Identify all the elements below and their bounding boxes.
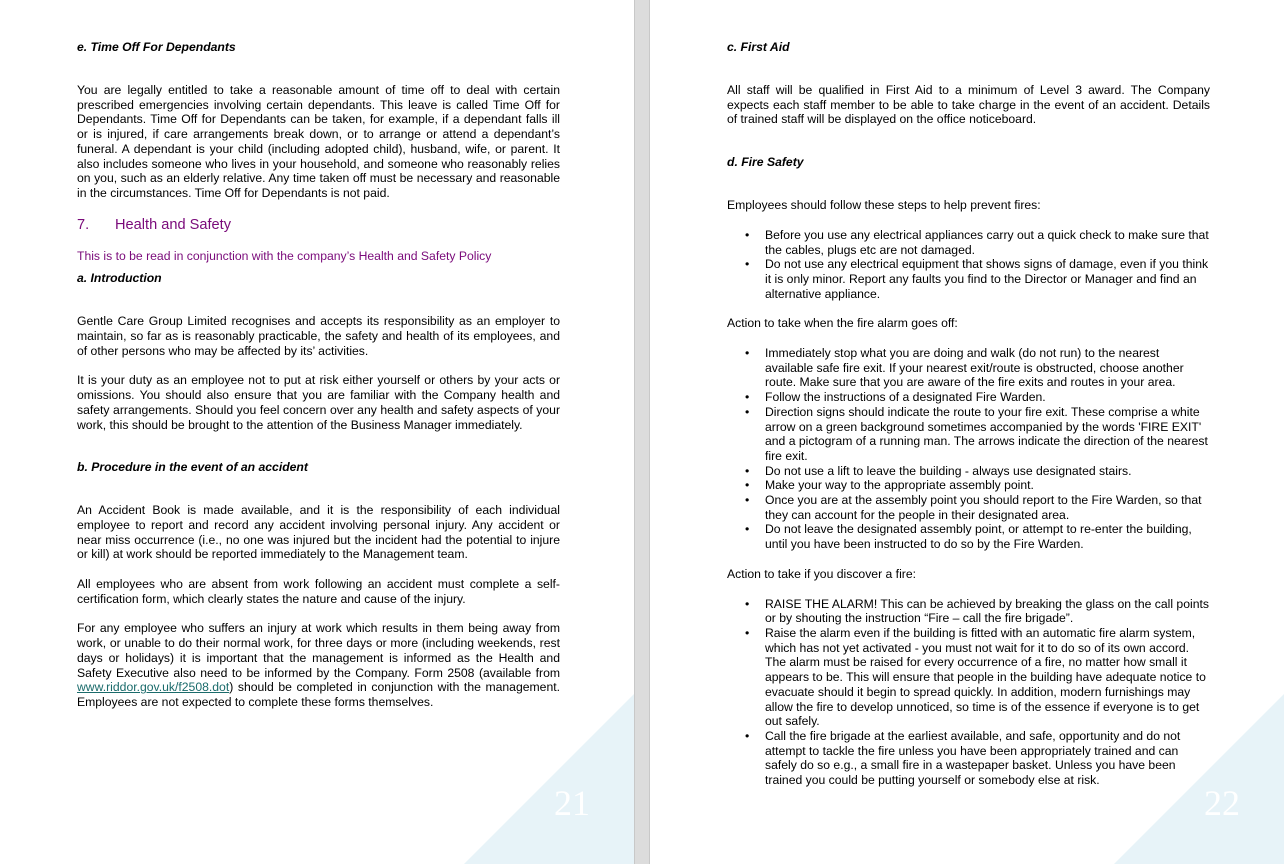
paragraph-first-aid: All staff will be qualified in First Aid to a minimum of Level 3 award. The Company expects each staff member to be able to take charge in the event of an accident. Details of trained staff will be displayed on the office noticeboard. (727, 83, 1210, 127)
list-item: • Do not use a lift to leave the building - always use designated stairs. (765, 464, 1210, 479)
page-number: 22 (1204, 783, 1240, 823)
paragraph-intro-1: Gentle Care Group Limited recognises and accepts its responsibility as an employer to maintain, so far as is reasonably practicable, the safety and health of its employees, and of other persons who may be affected by its’ activities. (77, 314, 560, 358)
paragraph-text: ) should be completed in conjunction with the management. Employees are not expected to complete these forms themselves. (77, 680, 560, 709)
list-alarm-actions (727, 346, 1210, 552)
corner-decoration (464, 694, 634, 864)
list-item: • RAISE THE ALARM! This can be achieved by breaking the glass on the call points or by shouting the instruction “Fire – call the fire brigade”. (765, 597, 1210, 626)
subheading-first-aid: c. First Aid (727, 40, 790, 54)
list-item: • Do not leave the designated assembly point, or attempt to re-enter the building, until you have been instructed to do so by the Fire Warden. (765, 522, 1210, 551)
list-item: • Direction signs should indicate the route to your fire exit. These comprise a white arrow on a green background sometimes accompanied by the words 'FIRE EXIT' and a pictogram of a running man. The arrows indicate the direction of the nearest fire exit. (765, 405, 1210, 464)
page-gutter (634, 0, 650, 864)
subheading-accident-procedure: b. Procedure in the event of an accident (77, 460, 308, 475)
section-heading-health-safety (77, 216, 560, 234)
list-item: • Do not use any electrical equipment that shows signs of damage, even if you think it is only minor. Report any faults you find to the Director or Manager and find an alternative appliance. (765, 257, 1210, 301)
paragraph-discover-intro: Action to take if you discover a fire: (727, 566, 916, 581)
paragraph-alarm-intro: Action to take when the fire alarm goes off: (727, 316, 958, 331)
list-item: • Raise the alarm even if the building is fitted with an automatic fire alarm system, which has not yet activated - you must not wait for it to do so of its own accord. The alarm must be raised for every occurrence of a fire, no matter how small it appears to be. This will ensure that people in the building have adequate notice to evacuate should it begin to spread quickly. In addition, modern furnishings may allow the fire to develop unnoticed, so time is of the essence if everyone is to get out safely. (765, 626, 1210, 729)
document-page-left (0, 0, 634, 864)
list-item: • Once you are at the assembly point you should report to the Fire Warden, so that they can account for the people in their designated area. (765, 493, 1210, 522)
paragraph-text: For any employee who suffers an injury at work which results in them being away from work, or unable to do their normal work, for three days or more (including weekends, rest days or holidays) it is important that the management is informed as the Health and Safety Executive also need to be informed by the Company. Form 2508 (available from (77, 621, 560, 680)
subheading-introduction: a. Introduction (77, 271, 162, 286)
page-content (77, 40, 560, 710)
paragraph-intro-2: It is your duty as an employee not to put at risk either yourself or others by your acts or omissions. You should also ensure that you are familiar with the Company health and safety arrangements. Should you feel concern over any health and safety aspects of your work, this should be brought to the attention of the Business Manager immediately. (77, 373, 560, 432)
paragraph-accident-1: An Accident Book is made available, and it is the responsibility of each individual employee to report and record any accident involving personal injury. Any accident or near miss occurrence (i.e., no one was injured but the incident had the potential to injure or kill) at work should be reported immediately to the Management team. (77, 503, 560, 562)
paragraph-dependants: You are legally entitled to take a reasonable amount of time off to deal with certain prescribed emergencies involving certain dependants. This leave is called Time Off for Dependants. Time Off for Dependants can be taken, for example, if a dependant falls ill or is injured, if care arrangements break down, or to arrange or attend a dependant’s funeral. A dependant is your child (including adopted child), husband, wife, or parent. It also includes someone who lives in your household, and someone who reasonably relies on you, such as an elderly relative. Any time taken off must be necessary and reasonable in the circumstances. Time Off for Dependants is not paid. (77, 83, 560, 200)
section-title: Health and Safety (115, 216, 232, 233)
subheading-time-off-dependants: e. Time Off For Dependants (77, 40, 236, 54)
list-prevent-fires (727, 228, 1210, 302)
document-page-right (650, 0, 1284, 864)
paragraph-fire-intro: Employees should follow these steps to help prevent fires: (727, 198, 1041, 213)
riddor-link[interactable]: www.riddor.gov.uk/f2508.dot (77, 680, 230, 695)
policy-note: This is to be read in conjunction with the company’s Health and Safety Policy (77, 248, 492, 263)
list-item: • Before you use any electrical appliances carry out a quick check to make sure that the cables, plugs etc are not damaged. (765, 228, 1210, 257)
page-content (727, 40, 1210, 788)
list-item: • Make your way to the appropriate assembly point. (765, 478, 1210, 493)
page-number: 21 (554, 783, 590, 823)
list-item: • Follow the instructions of a designated Fire Warden. (765, 390, 1210, 405)
subheading-fire-safety: d. Fire Safety (727, 155, 804, 170)
section-number: 7. (77, 216, 90, 233)
list-item: • Call the fire brigade at the earliest available, and safe, opportunity and do not attempt to tackle the fire unless you have been appropriately trained and can safely do so e.g., a small fire in a wastepaper basket. Unless you have been trained you could be putting yourself or somebody else at risk. (765, 729, 1210, 788)
list-item: • Immediately stop what you are doing and walk (do not run) to the nearest available safe fire exit. If your nearest exit/route is obstructed, choose another route. Make sure that you are aware of the fire exits and routes in your area. (765, 346, 1210, 390)
corner-decoration (1114, 694, 1284, 864)
paragraph-accident-2: All employees who are absent from work following an accident must complete a self-certification form, which clearly states the nature and cause of the injury. (77, 577, 560, 606)
